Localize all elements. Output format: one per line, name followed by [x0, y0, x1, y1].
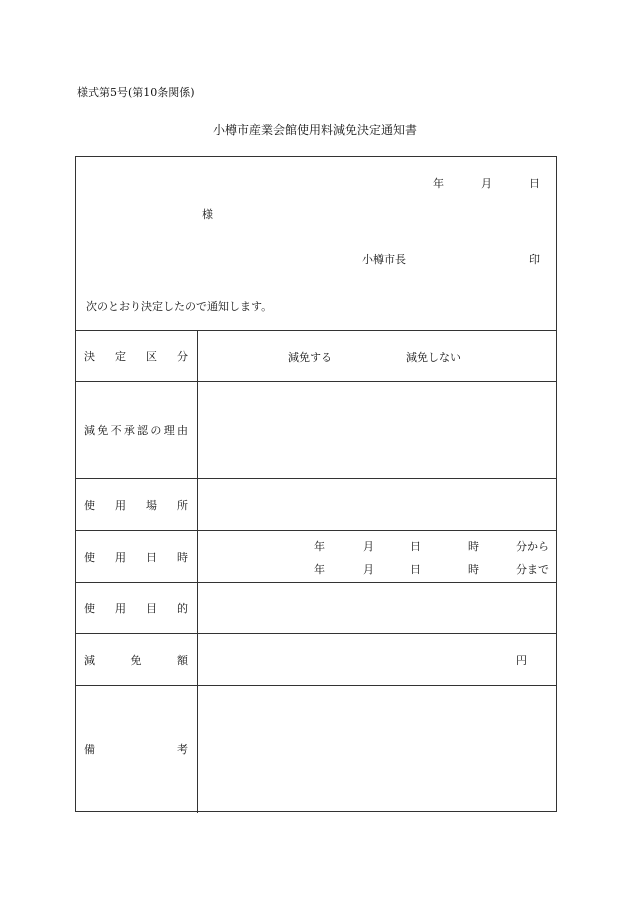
end-minute: 分まで [516, 563, 549, 576]
notice-form [75, 156, 557, 812]
start-month: 月 [363, 540, 374, 553]
date-day: 日 [529, 177, 540, 190]
form-number: 様式第5号(第10条関係) [77, 86, 195, 99]
date-month: 月 [481, 177, 492, 190]
label-reason: 減 免 不 承 認 の 理 由 [84, 424, 188, 437]
label-place: 使 用 場 所 [84, 498, 188, 512]
document-title: 小樽市産業会館使用料減免決定通知書 [212, 123, 417, 137]
end-day: 日 [410, 563, 421, 576]
seal-mark: 印 [529, 253, 540, 266]
label-amount: 減 免 額 [84, 653, 188, 667]
amount-unit: 円 [516, 654, 527, 667]
label-remarks: 備 考 [84, 743, 188, 756]
label-purpose: 使 用 目 的 [84, 602, 188, 615]
label-datetime: 使 用 日 時 [84, 550, 188, 564]
label-decision: 決 定 区 分 [84, 350, 188, 363]
column-divider [197, 330, 198, 813]
start-year: 年 [314, 540, 325, 553]
option-reduce: 減免する [288, 351, 332, 364]
start-day: 日 [410, 540, 421, 553]
option-no-reduce: 減免しない [406, 351, 461, 364]
notice-statement: 次のとおり決定したので通知します。 [86, 300, 273, 313]
issuer-name: 小樽市長 [362, 253, 406, 266]
end-month: 月 [363, 563, 374, 576]
start-hour: 時 [468, 540, 479, 553]
end-hour: 時 [468, 563, 479, 576]
date-year: 年 [433, 177, 444, 190]
start-minute: 分から [516, 540, 549, 553]
addressee-suffix: 様 [202, 208, 213, 221]
end-year: 年 [314, 563, 325, 576]
